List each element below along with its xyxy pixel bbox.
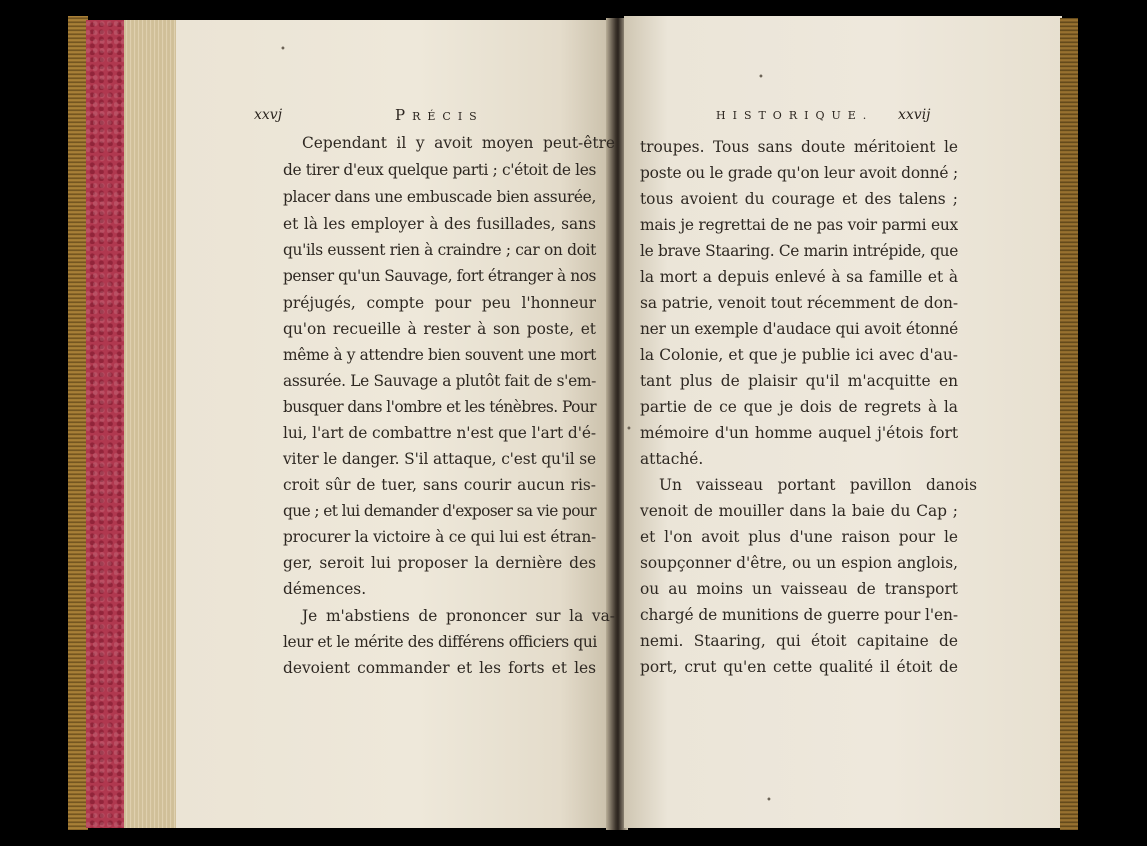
text-line: leur et le mérite des différens officiers qui [283,633,597,651]
text-line: port, crut qu'en cette qualité il étoit de [640,658,958,676]
left-running-head [250,104,590,128]
paper-speck: • [280,44,286,55]
text-line: attaché. [640,450,704,468]
right-running-title: HISTORIQUE. [716,109,874,122]
text-line: lui, l'art de combattre n'est que l'art d'é- [283,424,596,442]
text-line: la mort a depuis enlevé à sa famille et à [640,268,958,286]
right-board-edge [1060,18,1078,830]
text-line: préjugés, compte pour peu l'honneur [283,294,596,312]
text-line: ner un exemple d'audace qui avoit étonné [640,320,958,338]
paper-speck: • [626,424,632,435]
text-line: devoient commander et les forts et les [283,659,596,677]
text-line: la Colonie, et que je publie ici avec d'au- [640,346,958,364]
text-line: assurée. Le Sauvage a plutôt fait de s'em- [283,372,596,390]
right-running-head [690,104,960,128]
text-line: viter le danger. S'il attaque, c'est qu'il se [283,450,596,468]
left-board-edge [68,16,88,830]
text-line: troupes. Tous sans doute méritoient le [640,138,958,156]
text-line: venoit de mouiller dans la baie du Cap ; [640,502,958,520]
text-line: Je m'abstiens de prononcer sur la va- [302,607,615,625]
text-line: mémoire d'un homme auquel j'étois fort [640,424,958,442]
text-line: qu'ils eussent rien à craindre ; car on doit [283,241,596,259]
left-running-title: Précis [395,106,484,124]
text-line: soupçonner d'être, ou un espion anglois, [640,554,958,572]
text-line: partie de ce que je dois de regrets à la [640,398,958,416]
text-line: chargé de munitions de guerre pour l'en- [640,606,958,624]
text-line: busquer dans l'ombre et les ténèbres. Pour [283,398,596,416]
text-line: penser qu'un Sauvage, fort étranger à nos [283,267,596,285]
text-line: ger, seroit lui proposer la dernière des [283,554,596,572]
text-line: que ; et lui demander d'exposer sa vie pour [283,502,596,520]
text-line: même à y attendre bien souvent une mort [283,346,596,364]
text-line: nemi. Staaring, qui étoit capitaine de [640,632,958,650]
text-line: et là les employer à des fusillades, sans [283,215,596,233]
text-line: procurer la victoire à ce qui lui est étran- [283,528,596,546]
text-line: ou au moins un vaisseau de transport [640,580,958,598]
text-line: tant plus de plaisir qu'il m'acquitte en [640,372,958,390]
text-line: et l'on avoit plus d'une raison pour le [640,528,958,546]
text-line: Cependant il y avoit moyen peut-être [302,134,615,152]
text-line: le brave Staaring. Ce marin intrépide, que [640,242,958,260]
text-line: poste ou le grade qu'on leur avoit donné ; [640,164,958,182]
right-folio: xxvij [898,107,931,123]
page-edges [124,20,180,828]
text-line: placer dans une embuscade bien assurée, [283,188,596,206]
text-line: Un vaisseau portant pavillon danois [659,476,977,494]
text-line: mais je regrettai de ne pas voir parmi eux [640,216,958,234]
text-line: croit sûr de tuer, sans courir aucun ris- [283,476,596,494]
marbled-cover-left [86,20,126,828]
paper-speck: • [758,72,764,83]
paper-speck: • [766,795,772,806]
text-line: tous avoient du courage et des talens ; [640,190,958,208]
left-folio: xxvj [254,107,283,123]
text-line: qu'on recueille à rester à son poste, et [283,320,596,338]
text-line: sa patrie, venoit tout récemment de don- [640,294,958,312]
text-line: démences. [283,580,367,598]
text-line: de tirer d'eux quelque parti ; c'étoit de les [283,161,596,179]
